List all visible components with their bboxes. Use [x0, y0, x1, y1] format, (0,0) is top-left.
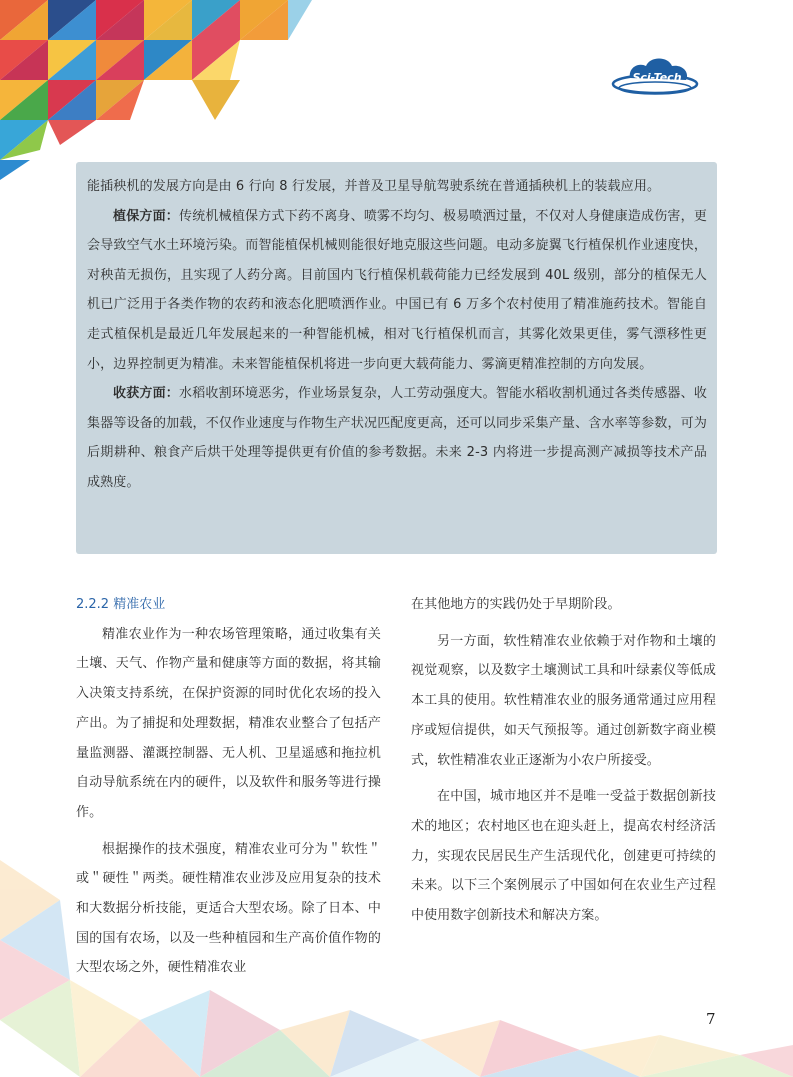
page-number: 7 [706, 1010, 716, 1028]
right-paragraph-0: 在其他地方的实践仍处于早期阶段。 [411, 597, 621, 612]
highlight-box [76, 162, 717, 554]
box-paragraph-plant-protection [87, 202, 707, 380]
plant-protection-text: 传统机械植保方式下药不离身、喷雾不均匀、极易喷洒过量，不仅对人身健康造成伤害，更会导致空气水土环境污染。而智能植保机械则能很好地克服这些问题。电动多旋翼飞行植保机作业速度快，对秧苗无损伤，且实现了人药分离。目前国内飞行植保机载荷能力已经发展到 40L 级别，部分的植保无人机已广泛用于各类作物的农药和液态化肥喷洒作业。中国已有 6 万多个农村使用了精准施药技术。智能自走式植保机是最近几年发展起来的一种智能机械，相对飞行植保机而言，其雾化效果更佳，雾气漂移性更小，边界控制更为精准。未来智能植保机将进一步向更大载荷能力、雾滴更精准控制的方向发展。 [87, 208, 707, 372]
left-column [76, 590, 381, 983]
right-column [411, 590, 716, 931]
left-paragraph-1: 精准农业作为一种农场管理策略，通过收集有关土壤、天气、作物产量和健康等方面的数据，将其输入决策支持系统，在保护资源的同时优化农场的投入产出。为了捕捉和处理数据，精准农业整合了包括产量监测器、灌溉控制器、无人机、卫星遥感和拖拉机自动导航系统在内的硬件，以及软件和服务等进行操作。 [76, 626, 381, 820]
left-paragraph-2: 根据操作的技术强度，精准农业可分为＂软性＂或＂硬性＂两类。硬性精准农业涉及应用复杂的技术和大数据分析技能，更适合大型农场。除了日本、中国的国有农场，以及一些种植园和生产高价值作物的大型农场之外，硬性精准农业 [76, 841, 381, 976]
right-paragraph-2: 在中国，城市地区并不是唯一受益于数据创新技术的地区；农村地区也在迎头赶上，提高农村经济活力，实现农民居民生产生活现代化，创建更可持续的未来。以下三个案例展示了中国如何在农业生产过程中使用数字创新技术和解决方案。 [411, 789, 716, 924]
box-paragraph-1: 能插秧机的发展方向是由 6 行向 8 行发展，并普及卫星导航驾驶系统在普通插秧机上的装载应用。 [87, 179, 661, 194]
decorative-triangles-top [0, 0, 330, 180]
logo-text: Sci-Tech [632, 71, 682, 84]
harvest-heading: 收获方面： [113, 386, 180, 402]
harvest-text: 水稻收割环境恶劣，作业场景复杂，人工劳动强度大。智能水稻收割机通过各类传感器、收集器等设备的加载，不仅作业速度与作物生产状况匹配度更高，还可以同步采集产量、含水率等参数，可为后期耕种、粮食产后烘干处理等提供更有价值的参考数据。未来 2-3 内将进一步提高测产减损等技术产品成熟度。 [87, 386, 707, 490]
sci-tech-logo [610, 50, 700, 98]
right-paragraph-1: 另一方面，软性精准农业依赖于对作物和土壤的视觉观察，以及数字土壤测试工具和叶绿素仪等低成本工具的使用。软性精准农业的服务通常通过应用程序或短信提供，如天气预报等。通过创新数字商业模式，软性精准农业正逐渐为小农户所接受。 [411, 633, 716, 768]
box-paragraph-harvest [87, 379, 707, 497]
plant-protection-heading: 植保方面： [113, 208, 180, 224]
section-title: 2.2.2 精准农业 [76, 597, 166, 612]
